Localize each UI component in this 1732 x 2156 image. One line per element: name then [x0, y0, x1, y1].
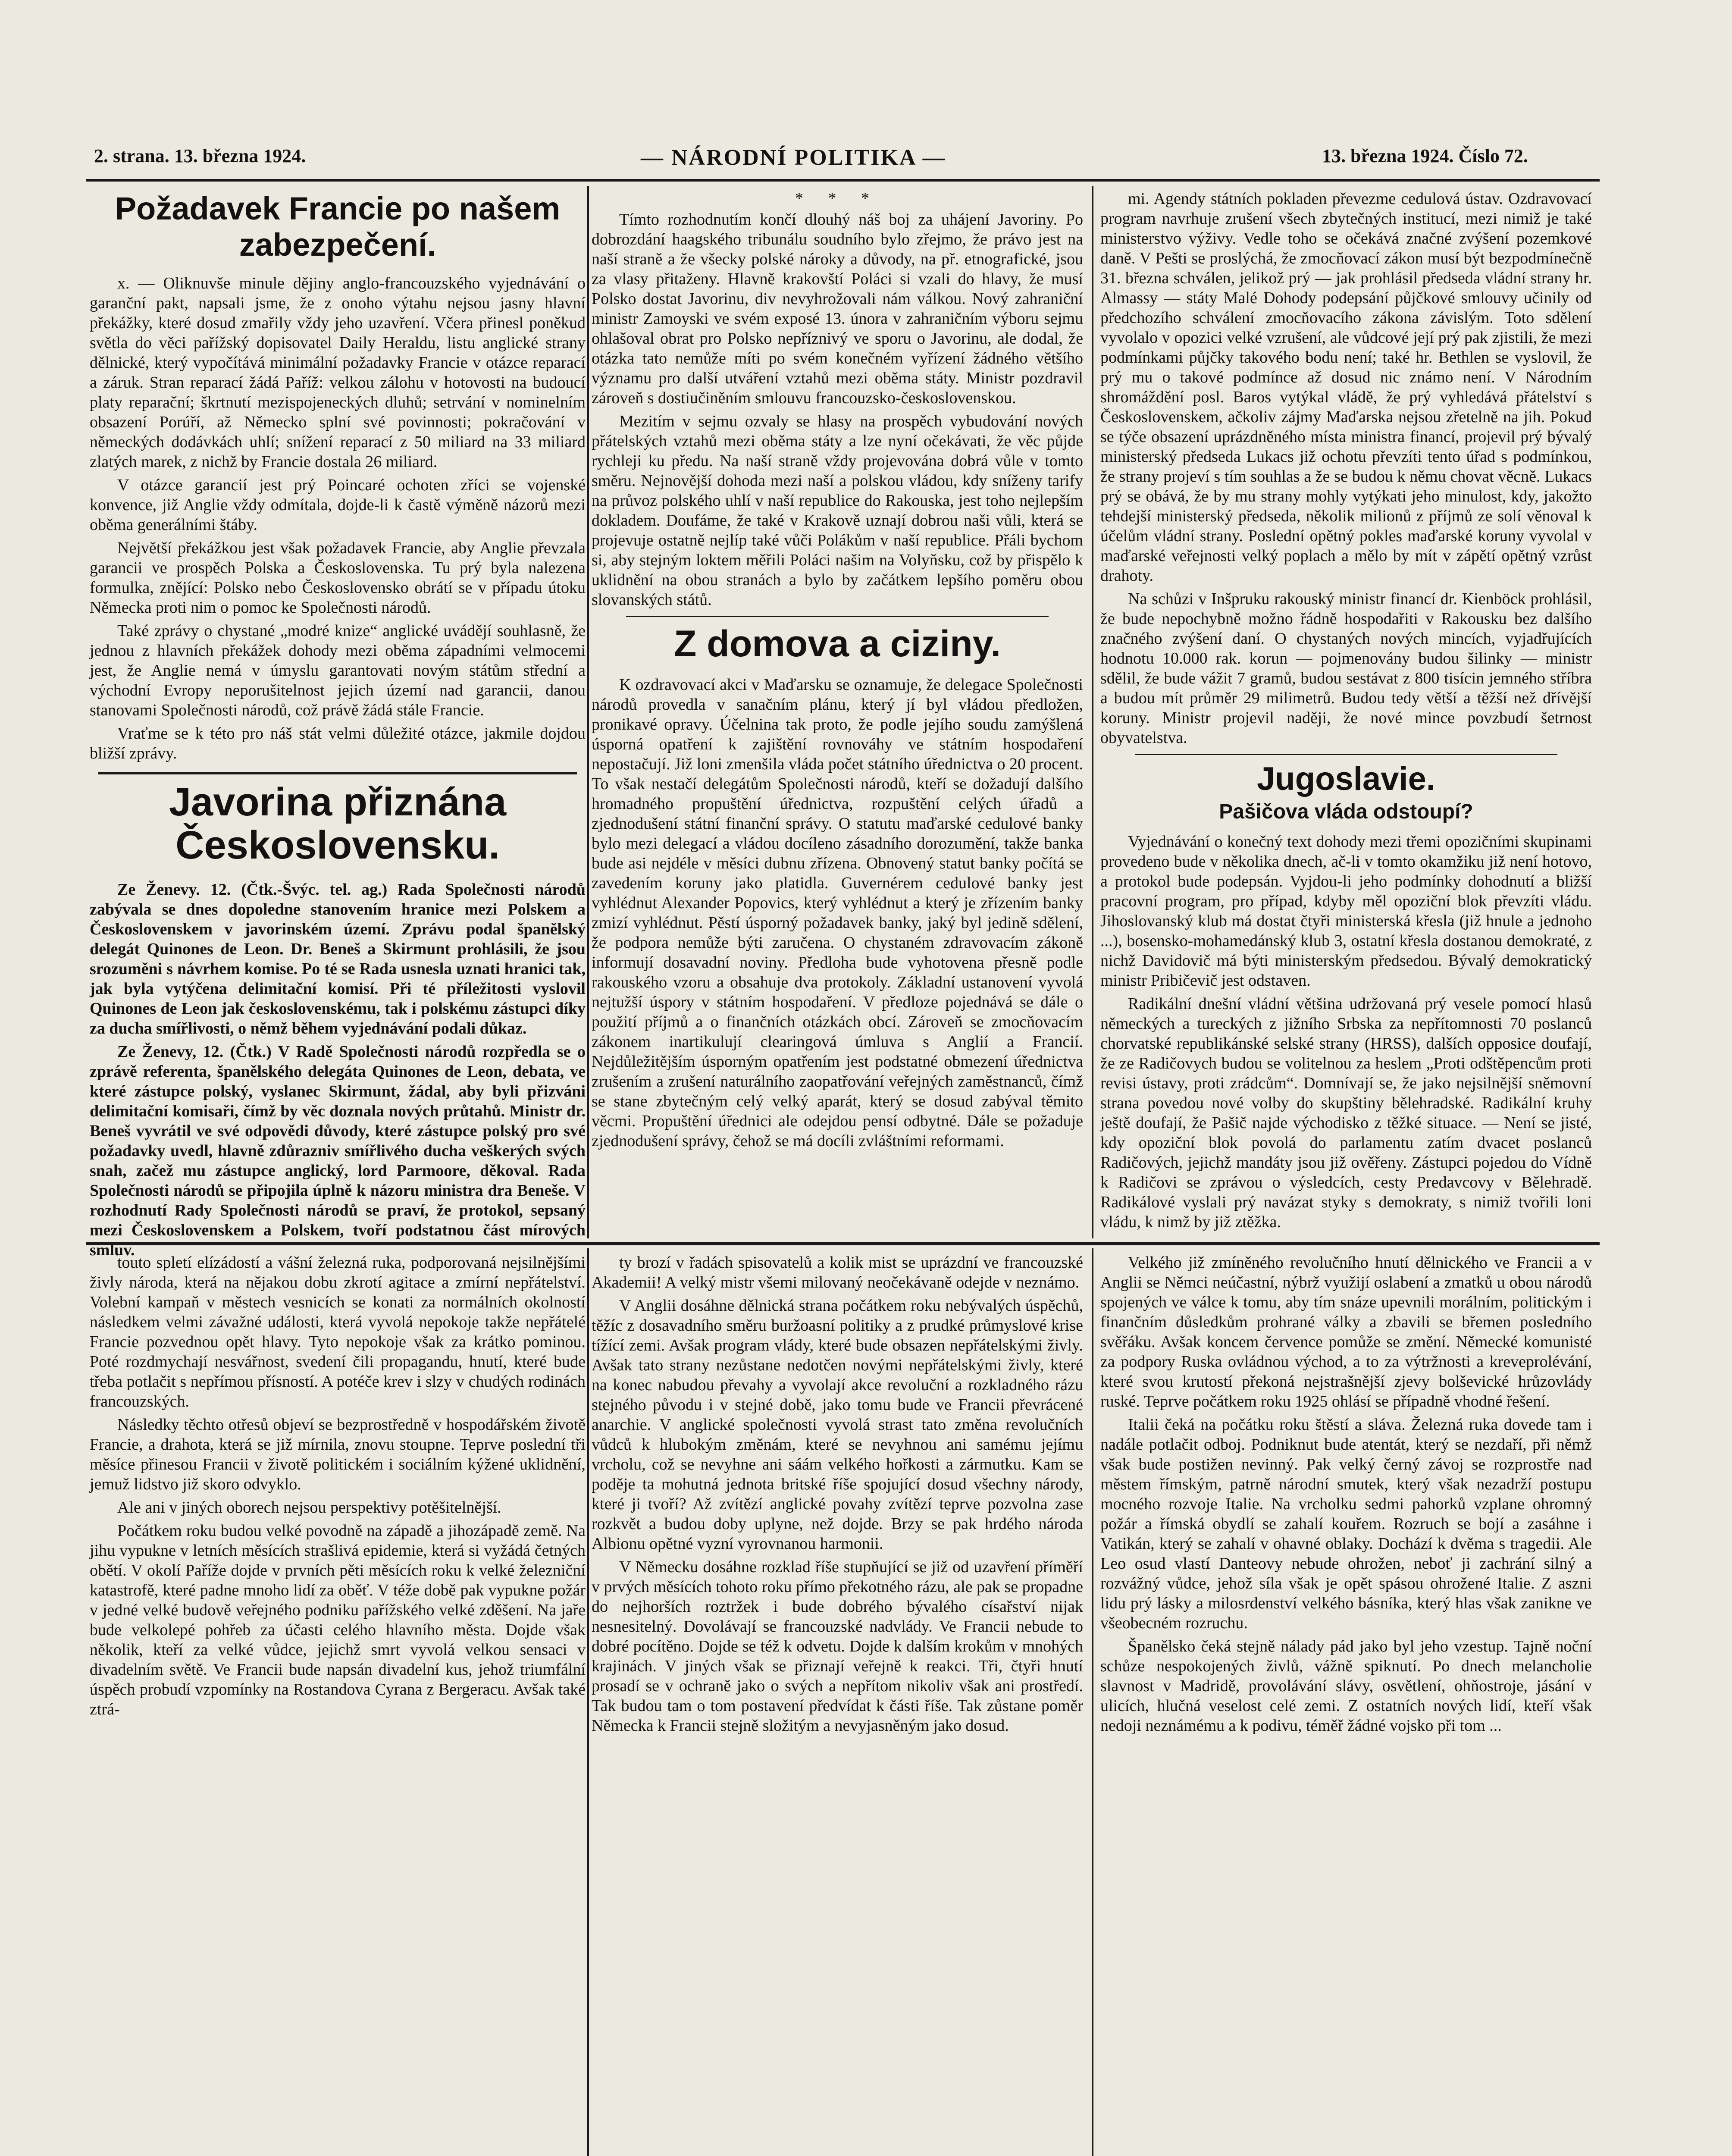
- paragraph: V Německu dosáhne rozklad říše stupňující se již od uzavření příměří v prvých měsících tohoto roku přímo překotného rázu, ale pak se propadne do nejhorších roztržek i bude dobrého bývalého císařství nijak nesnesitelný. Dovolávají se francouzské nadvlády. Ve Francii nebude to dobré pocítěno. Dojde se též k odvetu. Dojde k dalším krokům v mnohých krajinách. V jiných však se přiznají veřejně k reakci. Tři, čtyři hnutí prosadí se v ochraně jako o svých a nepřítom nikoliv však ani prostředí. Tak budou tam o tom postavení předvídat k části říše. Tak zůstane poměr Německa k Francii stejně složitým a nevyjasněným jako dosud.: [592, 1558, 1083, 1735]
- issue-number: 13. března 1924. Číslo 72.: [1322, 145, 1528, 166]
- paragraph: Počátkem roku budou velké povodně na západě a jihozápadě země. Na jihu vypukne v letních měsících strašlivá epidemie, která si vyžádá četných obětí. V okolí Paříže dojde v prvních pěti měsících roku k velké železniční katastrofě, které padne mnoho lidí za oběť. V téže době pak vypukne požár v jedné velké budově veřejného podniku pařížského velké zděšení. Na jaře bude velkolepé pohřeb za účasti celého hlavního města. Dojde však několik, kteří za velké vůdce, jejichž smrt vyvolá velkou sensaci v divadelním světě. Ve Francii bude napsán divadelní kus, jehož triumfální úspěch probudí vzpomínky na Rostandova Cyrana z Bergeracu. Avšak také ztrá-: [90, 1522, 586, 1718]
- article-body: [592, 189, 1083, 610]
- paragraph: mi. Agendy státních pokladen převezme cedulová ústav. Ozdravovací program navrhuje zrušení všech zbytečných institucí, mezi nimiž je také ministerstvo výživy. Vedle toho se očekává značné zvýšení pozemkové daně. V Pešti se proslýchá, že zmocňovací zákon musí být bezpodmínečně 31. března schválen, jelikož prý — jak prohlásil předseda vládní strany hr. Almassy — státy Malé Dohody podepsání půjčkové smlouvy učinily od předchozího schválení zmocňovacího zákona závislým. Toto sdělení vyvolalo v opozici velké vzrušení, ale vůdcové její prý pak zjistili, že mezi podmínkami půjčky takového bodu není; také hr. Bethlen se vyslovil, že prý mu o takové podmínce až dosud nic známo není. V Národním shromáždění posl. Baros vytýkal vládě, že prý vyhledává přátelství s Československem, ačkoliv zájmy Maďarska nejsou zřetelně na jih. Pokud se týče obsazení uprázdněného místa ministra financí, projevil prý bývalý ministerský předseda Lukacs již ochotu převzíti tento úřad s podmínkou, že strany projeví s tím souhlas a že se budou k němu chovat věcně. Lukacs prý se obává, že by mu strany mohly vytýkati jeho minulost, kdy, jakožto tehdejší ministerský předseda, několik milionů z příjmů ze solí věnoval k účelům vládní strany. Poslední opětný pokles maďarské koruny vyvolal v maďarské veřejnosti velký poplach a mělo by mít v zápětí opětný vzrůst drahoty.: [1100, 190, 1592, 585]
- masthead-title: — NÁRODNÍ POLITIKA —: [641, 145, 946, 170]
- section-stars: * * *: [795, 189, 880, 207]
- article-body: [90, 1253, 586, 1719]
- paragraph: ty brozí v řadách spisovatelů a kolik mist se uprázdní ve francouzské Akademii! A velký mistr všemi milovaný neočekávaně odejde v neznámo.: [592, 1253, 1083, 1291]
- paragraph: Mezitím v sejmu ozvaly se hlasy na prospěch vybudování nových přátelských vztahů mezi oběma státy a lze nyní očekávati, že věc půjde rychleji ku předu. Na naší straně vždy projevována dobrá vůle v tomto směru. Nejnovější dohoda mezi naší a polskou vládou, kdy sníženy tarify na průvoz polského uhlí v naší republice do Rakouska, jest toho nejlepším dokladem. Doufáme, že také v Krakově uznají dobrou naši vůli, která se projevuje ostatně nejlíp také vůči Polákům v naší republice. Přáli bychom si, aby stejným loktem měřili Poláci našim na Volyňsku, což by přispělo k uklidnění na obou stranách a bylo by začátkem lepšího poměru obou slovanských států.: [592, 412, 1083, 609]
- paragraph: Ze Ženevy. 12. (Čtk.-Švýc. tel. ag.) Rada Společnosti národů zabývala se dnes dopoledne stanovením hranice mezi Polskem a Československem v javorinském území. Zprávu podal španělský delegát Quinones de Leon. Dr. Beneš a Skirmunt prohlásili, že jsou srozuměni s návrhem komise. Po té se Rada usnesla uznati hranici tak, jak byla vytýčena delimitační komisí. Při té příležitosti vyslovil Quinones de Leon jak československému, tak i polskému zástupci díky za ducha smířlivosti, o němž během vyjednávání podali důkaz.: [90, 881, 586, 1037]
- paragraph: V Anglii dosáhne dělnická strana počátkem roku nebývalých úspěchů, těžíc z dosavadního směru buržoasní politiky a z prudké průmyslové krise tížící zemi. Avšak program vlády, které bude obsazen nepřátelskými živly. Avšak tato strany nezůstane nedotčen novými nepřátelskými živly, které na konec nabudou převahy a vyvolají akce revoluční a rozkladného rázu stejného původu i v stejné době, jako tomu bude ve Francii převrácené anarchie. V anglické společnosti vyvolá strast tato změna revolučních vůdců k hlubokým změnám, které se nevyhnou ani samému jejímu vrcholu, což se nevyhne ani sáám velkého hořkosti a zármutku. Kam se poděje ta mohutná jednota britské říše spojující dosud všechny národy, které ji tvoří? Až zvítězí anglické povahy zvítězí teprve pozvolna zase rozkvět a budou doby uplyne, než dojde. Brzy se pak hrdého národa Albionu opětné vyzní vyrovnanou harmonii.: [592, 1297, 1083, 1553]
- paragraph: V otázce garancií jest prý Poincaré ochoten zříci se vojenské konvence, již Anglie vždy odmítala, dojde-li k častě výměně názorů mezi oběma generálními štáby.: [90, 476, 586, 534]
- article-subtitle: Pašičova vláda odstoupí?: [1219, 800, 1473, 823]
- section-title: Jugoslavie.: [1257, 761, 1435, 797]
- article-body: [1100, 832, 1592, 1232]
- column-rule: [1092, 1248, 1093, 2156]
- header-rule: [86, 179, 1600, 182]
- column-rule: [587, 1248, 589, 2156]
- column-rule: [587, 186, 589, 1238]
- article-separator: [98, 772, 577, 774]
- paragraph: Vraťme se k této pro náš stát velmi důležité otázce, jakmile dojdou bližší zprávy.: [90, 724, 586, 762]
- article-separator: [1135, 754, 1557, 755]
- article-body: [1100, 1253, 1592, 1736]
- paragraph: Velkého již zmíněného revolučního hnutí dělnického ve Francii a v Anglii se Němci neúčastní, nýbrž využijí oslabení a zmatků u obou národů spojených ve válce k tomu, aby tím snáze upevnili morálním, politickým i finančním důsledkům prohrané války a zbavili se břemen posledního svěřáku. Avšak koncem července pomůže se změní. Německé komunisté za podpory Ruska ovládnou východ, a to za výtržnosti a kreveprolévání, které svou krutostí překoná nejstrašnější zjevy bolševické hrůzovlády ruské. Teprve počátkem roku 1925 ohlásí se případně vhodné řešení.: [1100, 1253, 1592, 1410]
- column-left-top: [90, 189, 586, 1259]
- paragraph: Vyjednávání o konečný text dohody mezi třemi opozičními skupinami provedeno bude v několika dnech, ač-li v tomto okamžiku již není hotovo, a protokol bude podepsán. Vyjdou-li jeho podmínky dohodnutí a bližší pracovní program, pro případ, kdyby měl opoziční blok převzíti vládu. Jihoslovanský klub má dostat čtyři ministerská křesla (již hnule a jednoho ...), bosensko-mohamedánský klub 3, ostatní křesla dostanou demokraté, z nichž Davidovič má býti ministerským předsedou. Bývalý demokratický ministr Pribičevič jest odstaven.: [1100, 833, 1592, 990]
- section-title: Z domova a ciziny.: [673, 623, 1001, 664]
- article-lead: [90, 880, 586, 1260]
- column-rule: [1092, 186, 1093, 1238]
- column-middle-bottom: [592, 1253, 1083, 2156]
- article-body: [592, 675, 1083, 1151]
- article-body: [90, 273, 586, 763]
- column-right-top: [1100, 189, 1592, 1237]
- article-body: [592, 1253, 1083, 1736]
- paragraph: x. — Oliknuvše minule dějiny anglo-francouzského vyjednávání o garanční pakt, napsali jsme, že z onoho výtahu nejsou jasny hlavní překážky, které dosud zmařily vždy jeho uzavření. Včera přinesl poněkud světla do věci pařížský dopisovatel Daily Heraldu, listu anglické strany dělnické, který vypočítává minimální požadavky Francie v otázce reparací a záruk. Stran reparací žádá Paříž: velkou zálohu v hotovosti na budoucí platy reparační; škrtnutí mezispojeneckých dluhů; setrvání v nominelním obsazení Porúří, až Německo splní své povinnosti; pokračování v německých dodávkách uhlí; snížení reparací z 50 miliard na 33 miliard zlatých marek, z nichž by Francie dostala 26 miliard.: [90, 274, 586, 471]
- paragraph: Na schůzi v Inšpruku rakouský ministr financí dr. Kienböck prohlásil, že bude nepochybně možno řádně hospodařiti v Rakousku bez dalšího značného zvýšení daní. O chystaných nových mincích, vyjadřujících hodnotu 10.000 rak. korun — pojmenovány budou šilinky — ministr sdělil, že bude vážit 7 gramů, budou sestávat z 800 tisícin jemného stříbra a budou mít průměr 29 milimetrů. Budou tedy větší a těžší než dřívější koruny. Ministr projevil naději, že nové mince povzbudí šetrnost obyvatelstva.: [1100, 590, 1592, 747]
- paragraph: Italii čeká na počátku roku štěstí a sláva. Železná ruka dovede tam i nadále potlačit odboj. Podniknut bude atentát, který se nezdaří, při němž však bude postižen nevinný. Pak velký černý závoj se rozprostře nad městem římským, patrně národní smutek, který však nezadrží postupu mocného rozvoje Italie. Na vrcholku sedmi pahorků vzplane ohromný požár a římská obydlí se zahalí kouřem. Rozruch se bojí a zasáhne i Vatikán, který se zahalí v ohavné oblaky. Dochází k dvěma s tragedii. Ale Leo osud vlastí Danteovy nebude ohrožen, neboť ji zachrání silný a rozvážný vůdce, jehož síla však je opět spásou ohrožené Italie. Z aszni lidu prý lásky a milosrdenství velkého básníka, který hlas však zanikne ve všeobecném rozruchu.: [1100, 1416, 1592, 1632]
- article-body: [1100, 189, 1592, 748]
- column-middle-top: [592, 189, 1083, 1237]
- column-left-bottom: [90, 1253, 586, 2156]
- article-title: Požadavek Francie po našem zabezpečení.: [115, 191, 561, 263]
- paragraph: Radikální dnešní vládní většina udržovaná prý vesele pomocí hlasů německých a tureckých z jižního Srbska za nepřítomnosti 70 poslanců chorvatské republikánské selské strany (HRSS), dalších opposice doufají, že ze Radičovych budou se volitelnou za heslem „Proti odštěpencům proti revisi ústavy, proti zrádcům“. Domnívají se, že jako nejsilnější sněmovní strana povedou nové volby do skupštiny bělehradské. Radikální kruhy ještě doufají, že Pašič najde východisko z těžké situace. — Není se jisté, kdy opoziční blok povolá do parlamentu zatím dvacet poslanců Radičových, jejichž mandáty jsou již ověřeny. Zástupci pojedou do Vídně k Radičovi se zprávou o výsledcích, cesty Predavcovy v Bělehradě. Radikálové vyslali prý navázat styky s demokraty, s nimiž tvořili loni vládu, k nimž by již ztěžka.: [1100, 995, 1592, 1231]
- page-date-left: 2. strana. 13. března 1924.: [94, 145, 306, 166]
- paragraph: Následky těchto otřesů objeví se bezprostředně v hospodářském životě Francie, a drahota, která se již mírnila, znovu stoupne. Teprve poslední tři měsíce přinesou Francii v životě politickém i sociálním kýžené uklidnění, jemuž lidstvo již skoro odvyklo.: [90, 1416, 586, 1493]
- article-title: Javorina přiznána Československu.: [169, 780, 507, 867]
- paragraph: Tímto rozhodnutím končí dlouhý náš boj za uhájení Javoriny. Po dobrozdání haagského tribunálu soudního bylo zřejmo, že právo jest na naší straně a že všecky polské nároky a důvody, na př. etnografické, jsou za vlasy přitaženy. Hlavně krakovští Poláci si vzali do hlavy, že musí Polsko dostat Javorinu, div nevyhrožovali nám válkou. Nový zahraniční ministr Zamoyski ve svém exposé 13. února v zahraničním výboru sejmu ohlašoval obrat pro Polsko nepříznivý ve sporu o Javorinu, ale dodal, že otázka tato nemůže míti po svém konečném vyřízení žádného většího významu pro další utváření vztahů mezi oběma státy. Ministr pozdravil zároveň s dostiučiněním smlouvu francouzsko-československou.: [592, 210, 1083, 407]
- column-right-bottom: [1100, 1253, 1592, 2156]
- article-separator: [626, 616, 1049, 617]
- paragraph: K ozdravovací akci v Maďarsku se oznamuje, že delegace Společnosti národů provedla v sanačním plánu, který jí byl vládou předložen, pronikavé opravy. Účelnina tak proto, že podle jejího soudu zamýšlená úsporná opatření k zajištění rovnováhy ve státním hospodaření nepostačují. Již loni zmenšila vláda počet státního úřednictva o 20 procent. To však nestačí delegátům Společnosti národů, kteří se dožadují dalšího hromadného propuštění úřednictva, rozpuštění celých úřadů a zjednodušení státní finanční správy. O statutu maďarské cedulové banky bylo mezi delegací a vládou docíleno zásadního dorozumění, takže banka bude asi nejdéle v měsíci dubnu zřízena. Obnovený statut banky počítá se zavedením koruny jako platidla. Guvernérem cedulové banky jest vyhlédnut Alexander Popovics, který vyhlédnut a který je zřízením banky zmizí vyhlédnut. Pěstí úsporný požadavek banky, jaký byl jedině sdělení, že podpora nemůže býti zaručena. O chystaném zdravovacím zákoně informují dosavadní noviny. Předloha bude vyhotovena přesně podle rakouského vzoru a obsahuje dva protokoly. Základní ustanovení vyvolá nejtužší úspory v státním hospodaření. V předloze pojednává se dále o použití příjmů a o finančních otázkách obcí. Zároveň se zmocňovacím zákonem inartikulují clearingová úmluva s Anglií a Francií. Nejdůležitějším úsporným opatřením jest podstatné obmezení úřednictva zrušením a zrušení naturálního zaopatřování veřejných zaměstnanců, čímž se stane zbytečným celý velký aparát, který se dosud zabýval těmito věcmi. Propuštění úřednici ale odejdou pensí odbytné. Dále se požaduje zjednodušení správy, čehož se má docíli zvláštními reformami.: [592, 676, 1083, 1150]
- paragraph: Španělsko čeká stejně nálady pád jako byl jeho vzestup. Tajně noční schůze nespokojených živlů, vážně spiknutí. Po dnech melancholie slavnost v Madridě, provolávání slávy, osvětlení, ohňostroje, jásání v ulicích, hlučná veselost celé zemi. Z ostatních nových lidí, kteří však nedoji neznámému a k podivu, téměř žádné vojsko při tom ...: [1100, 1637, 1592, 1735]
- paragraph: touto spletí elízádostí a vášní železná ruka, podporovaná nejsilnějšími živly národa, která na nějakou dobu zkrotí agitace a zmírní nepřátelství. Volební kampaň v městech vesnicích se konati za normálních okolností následkem velmi závažné události, která vyvolá nepokoje takže nepřátelé Francie pozvednou opět hlavy. Tyto nepokoje však za krátko pominou. Poté rozdmychají nesvářnost, svedení čili propagandu, hnutí, které bude třeba potlačit s nepřímou přísností. A potéče krev i slzy v chudých rodinách francouzských.: [90, 1253, 586, 1410]
- paragraph: Největší překážkou jest však požadavek Francie, aby Anglie převzala garancii ve prospěch Polska a Československa. Tu prý byla nalezena formulka, znějící: Polsko nebo Československo obrátí se v případu útoku Německa proti nim o pomoc ke Společnosti národů.: [90, 539, 586, 617]
- paragraph: Také zprávy o chystané „modré knize“ anglické uvádějí souhlasně, že jednou z hlavních překážek dohody mezi oběma západními velmocemi jest, že Anglie nemá v úmyslu garantovati novým státům střední a východní Evropy neporušitelnost jejich území nad garancii, danou stanovami Společnosti národů, což právě žádá stále Francie.: [90, 622, 586, 719]
- paragraph: Ze Ženevy, 12. (Čtk.) V Radě Společnosti národů rozpředla se o zprávě referenta, španělského delegáta Quinones de Leon, debata, ve které zástupce polský, vyslanec Skirmunt, žádal, aby byli přizváni delimitační komisaři, čímž by věc doznala nových průtahů. Ministr dr. Beneš vyvrátil ve své odpovědi důvody, které zástupce polský pro své požadavky uvedl, hlavně zdůrazniv smířlivého ducha veškerých svých snah, začež mu zástupce anglický, lord Parmoore, děkoval. Rada Společnosti národů se připojila úplně k názoru ministra dra Beneše. V rozhodnutí Rady Společnosti národů se praví, že protokol, sepsaný mezi Československem a Polskem, tvoří podstatnou část mírových smluv.: [90, 1043, 586, 1259]
- paragraph: Ale ani v jiných oborech nejsou perspektivy potěšitelnější.: [117, 1498, 501, 1517]
